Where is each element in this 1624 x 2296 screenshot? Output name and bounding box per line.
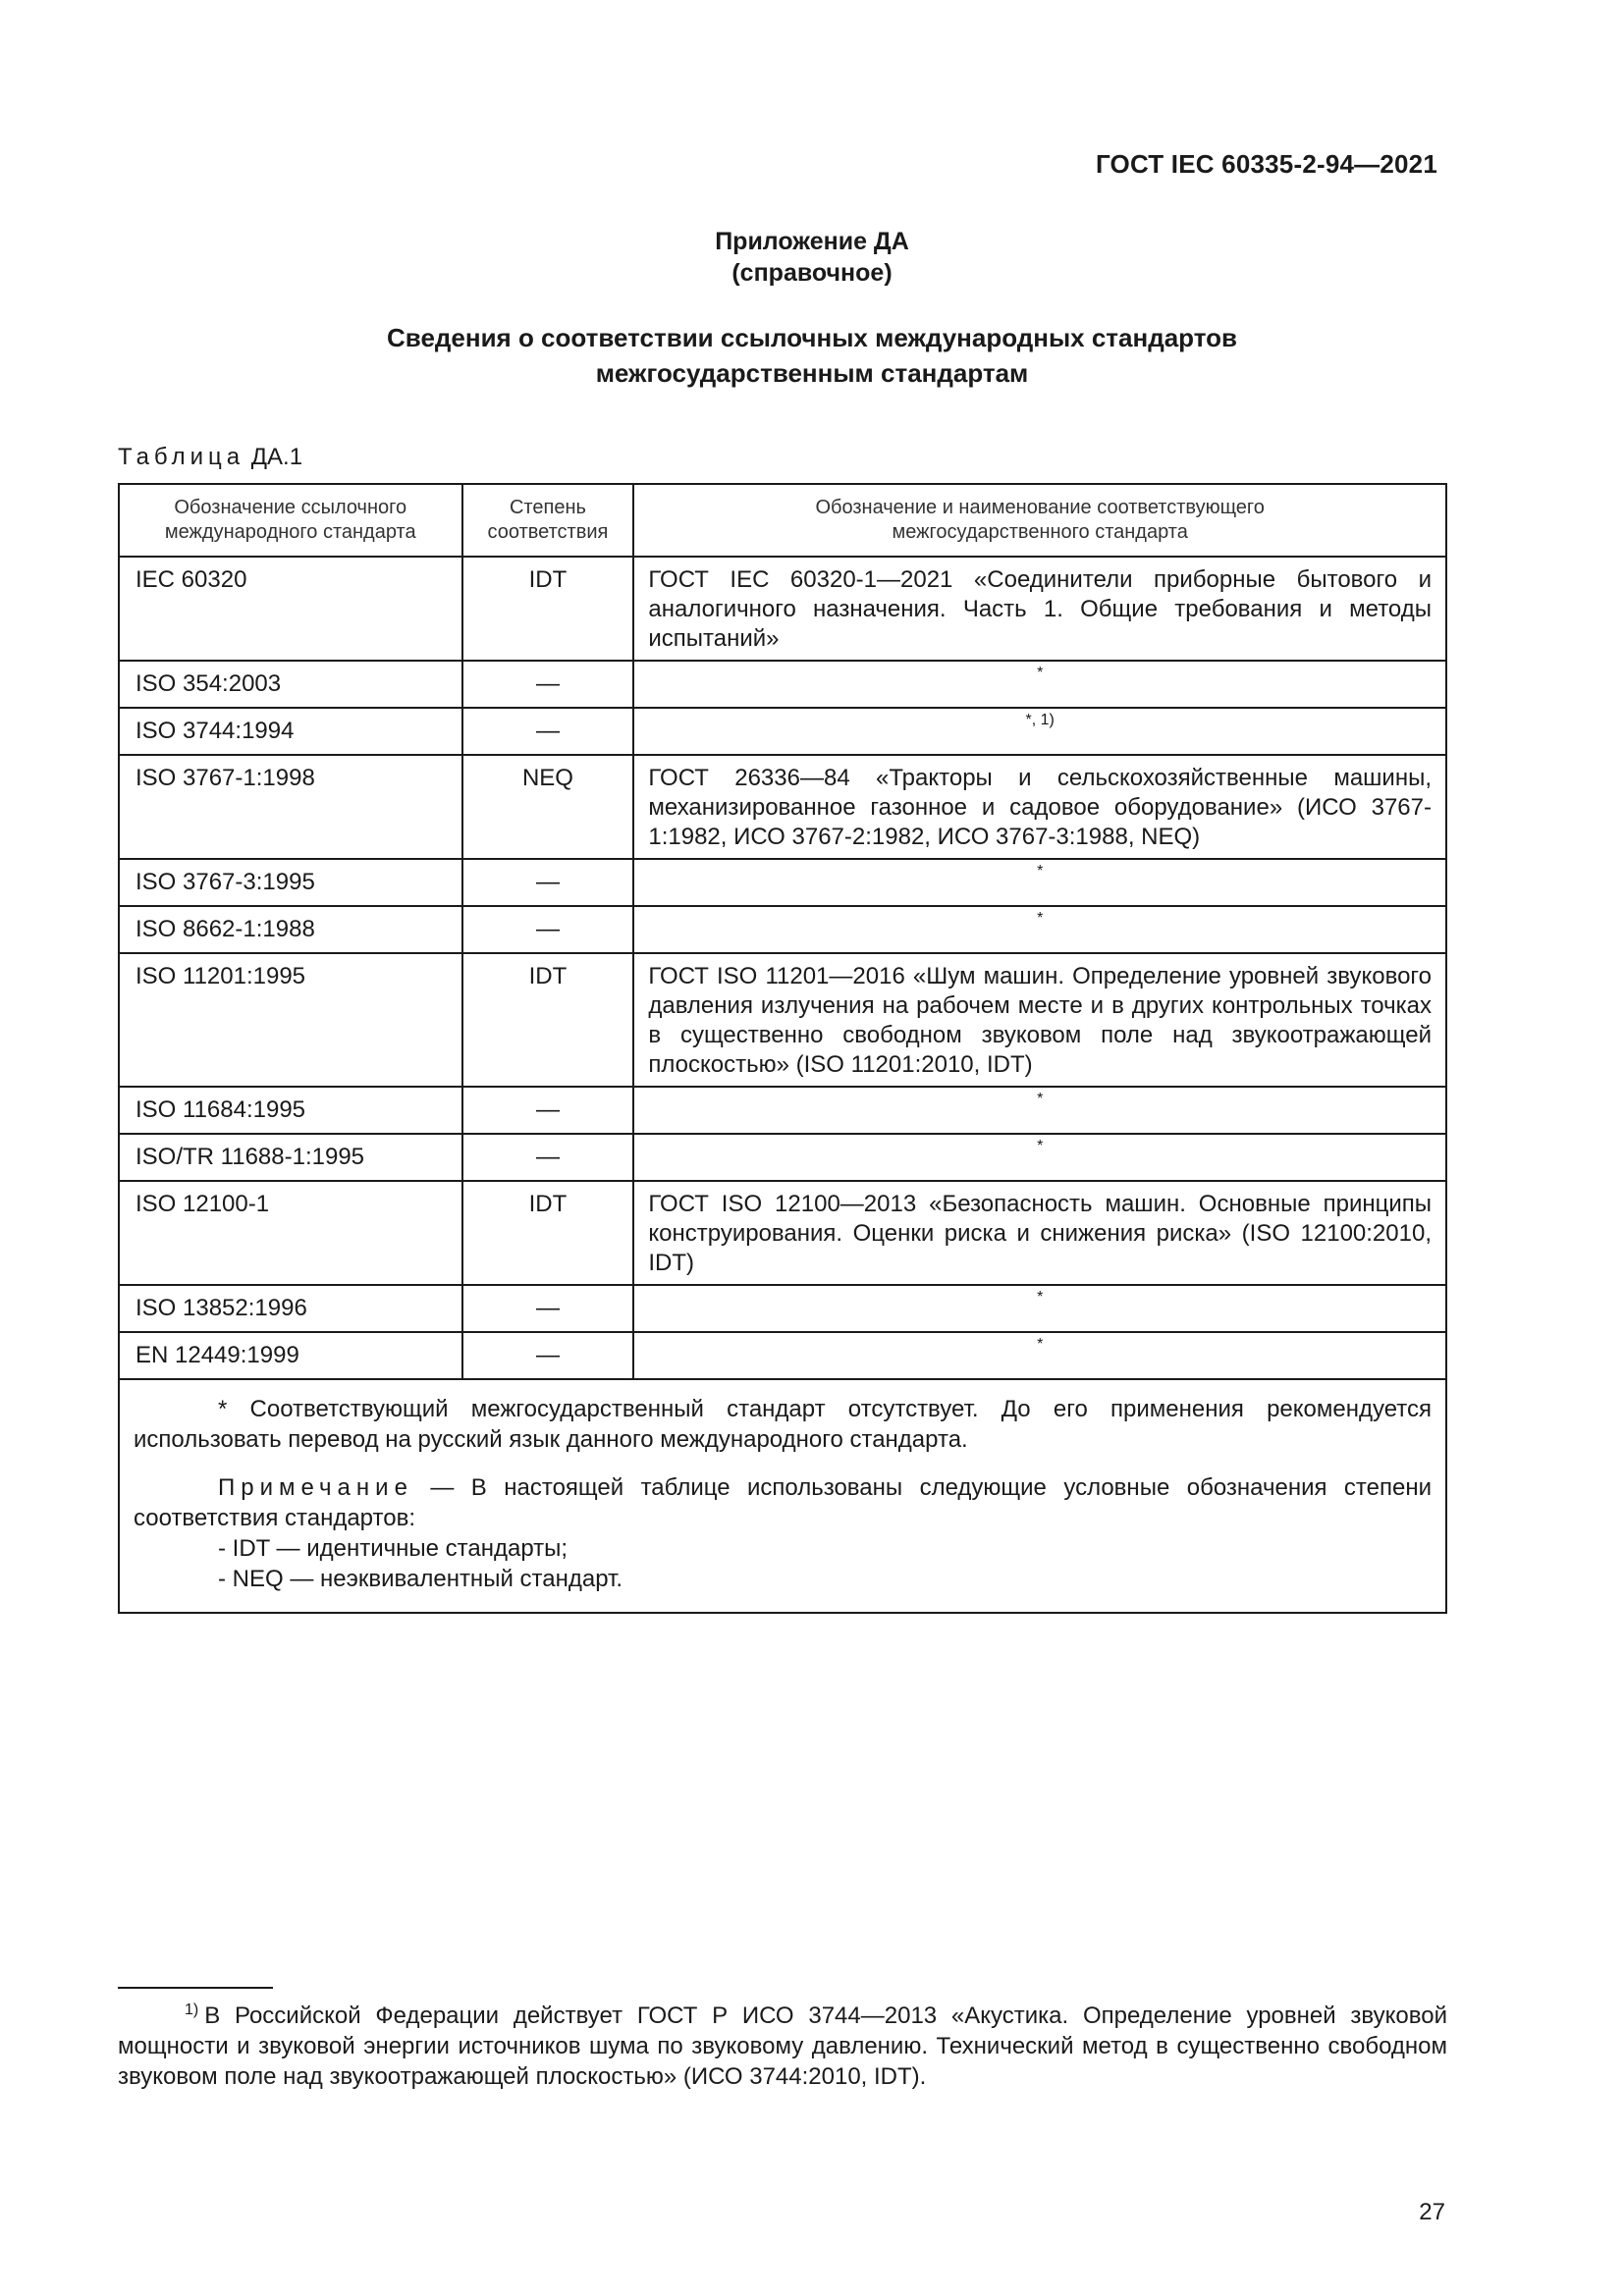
footnote-marker: 1) <box>185 2002 199 2018</box>
cell-standard: ISO 3767-3:1995 <box>119 859 462 906</box>
cell-equivalent: * <box>633 1087 1446 1134</box>
cell-degree: — <box>462 661 634 708</box>
annex-heading <box>0 226 1624 289</box>
table-caption-number: ДА.1 <box>250 444 303 470</box>
table-row <box>119 557 1446 661</box>
cell-degree: — <box>462 1087 634 1134</box>
table-row <box>119 661 1446 708</box>
table-row <box>119 708 1446 755</box>
cell-standard: ISO 11201:1995 <box>119 953 462 1087</box>
note-list-item: - NEQ — неэквивалентный стандарт. <box>218 1566 623 1592</box>
table-notes <box>119 1379 1446 1613</box>
table-row <box>119 1181 1446 1285</box>
cell-standard: EN 12449:1999 <box>119 1332 462 1379</box>
cell-equivalent: * <box>633 906 1446 953</box>
table-row <box>119 953 1446 1087</box>
annex-title: Приложение ДА <box>715 228 909 255</box>
table-row <box>119 1087 1446 1134</box>
cell-degree: — <box>462 1134 634 1181</box>
note-list-item: - IDT — идентичные стандарты; <box>218 1535 568 1562</box>
cell-degree: — <box>462 708 634 755</box>
header-degree <box>462 484 634 557</box>
standards-table <box>118 483 1447 1614</box>
cell-standard: ISO 12100-1 <box>119 1181 462 1285</box>
cell-equivalent: * <box>633 1134 1446 1181</box>
header-line: межгосударственного стандарта <box>892 521 1188 543</box>
table-row <box>119 755 1446 859</box>
cell-equivalent: * <box>633 1332 1446 1379</box>
note-paragraph <box>134 1472 1432 1533</box>
table-caption-word: Таблица <box>118 444 245 470</box>
annex-subtitle: (справочное) <box>731 259 893 287</box>
cell-degree: — <box>462 1285 634 1332</box>
header-line: Степень <box>509 497 586 518</box>
header-line: Обозначение и наименование соответствующего <box>815 497 1265 518</box>
cell-degree: IDT <box>462 557 634 661</box>
asterisk-note: * Соответствующий межгосударственный стандарт отсутствует. До его применения рекомендуется использовать перевод на русский язык данного международного стандарта. <box>134 1396 1432 1453</box>
cell-equivalent: * <box>633 661 1446 708</box>
cell-equivalent: ГОСТ ISO 12100—2013 «Безопасность машин. Основные принципы конструирования. Оценки риска и снижения риска» (ISO 12100:2010, IDT) <box>633 1181 1446 1285</box>
cell-degree: — <box>462 859 634 906</box>
cell-equivalent: ГОСТ ISO 11201—2016 «Шум машин. Определение уровней звукового давления излучения на рабочем месте и в других контрольных точках в существенно свободном звуковом поле над звукоотражающей плоскостью» (ISO 11201:2010, IDT) <box>633 953 1446 1087</box>
table-row <box>119 859 1446 906</box>
footnote <box>118 1995 1447 2092</box>
cell-standard: ISO 3767-1:1998 <box>119 755 462 859</box>
page-title <box>0 320 1624 391</box>
cell-degree: IDT <box>462 953 634 1087</box>
cell-standard: ISO 11684:1995 <box>119 1087 462 1134</box>
cell-equivalent: *, 1) <box>633 708 1446 755</box>
table-row <box>119 1134 1446 1181</box>
header-line: соответствия <box>487 521 609 543</box>
footnote-divider <box>118 1987 273 1989</box>
table-row <box>119 906 1446 953</box>
cell-degree: IDT <box>462 1181 634 1285</box>
table-header-row <box>119 484 1446 557</box>
cell-standard: ISO/TR 11688-1:1995 <box>119 1134 462 1181</box>
cell-equivalent: ГОСТ 26336—84 «Тракторы и сельскохозяйственные машины, механизированное газонное и садовое оборудование» (ИСО 3767-1:1982, ИСО 3767-2:1982, ИСО 3767-3:1988, NEQ) <box>633 755 1446 859</box>
header-international-standard <box>119 484 462 557</box>
page-title-line-2: межгосударственным стандартам <box>595 358 1029 388</box>
cell-degree: NEQ <box>462 755 634 859</box>
footnote-text: В Российской Федерации действует ГОСТ Р ИСО 3744—2013 «Акустика. Определение уровней звуковой мощности и звуковой энергии источников шума по звуковому давлению. Технический метод в существенно свободном звуковом поле над звукоотражающей плоскостью» (ИСО 3744:2010, IDT). <box>118 2002 1447 2090</box>
cell-equivalent: ГОСТ IEC 60320-1—2021 «Соединители приборные бытового и аналогичного назначения. Часть 1. Общие требования и методы испытаний» <box>633 557 1446 661</box>
header-line: международного стандарта <box>164 521 416 543</box>
cell-equivalent: * <box>633 1285 1446 1332</box>
cell-standard: ISO 3744:1994 <box>119 708 462 755</box>
note-label: Примечание <box>218 1474 413 1501</box>
header-line: Обозначение ссылочного <box>174 497 407 518</box>
cell-standard: IEC 60320 <box>119 557 462 661</box>
table-caption <box>118 444 302 471</box>
table-row <box>119 1332 1446 1379</box>
page-title-line-1: Сведения о соответствии ссылочных международных стандартов <box>387 323 1237 352</box>
table-notes-row <box>119 1379 1446 1613</box>
cell-equivalent: * <box>633 859 1446 906</box>
cell-degree: — <box>462 906 634 953</box>
cell-standard: ISO 354:2003 <box>119 661 462 708</box>
note-text: — В настоящей таблице использованы следующие условные обозначения степени соответствия стандартов: <box>134 1474 1432 1531</box>
page-number: 27 <box>1419 2199 1445 2225</box>
document-code: ГОСТ IEC 60335-2-94—2021 <box>1095 149 1437 179</box>
header-interstate-standard <box>633 484 1446 557</box>
cell-degree: — <box>462 1332 634 1379</box>
table-row <box>119 1285 1446 1332</box>
cell-standard: ISO 8662-1:1988 <box>119 906 462 953</box>
cell-standard: ISO 13852:1996 <box>119 1285 462 1332</box>
